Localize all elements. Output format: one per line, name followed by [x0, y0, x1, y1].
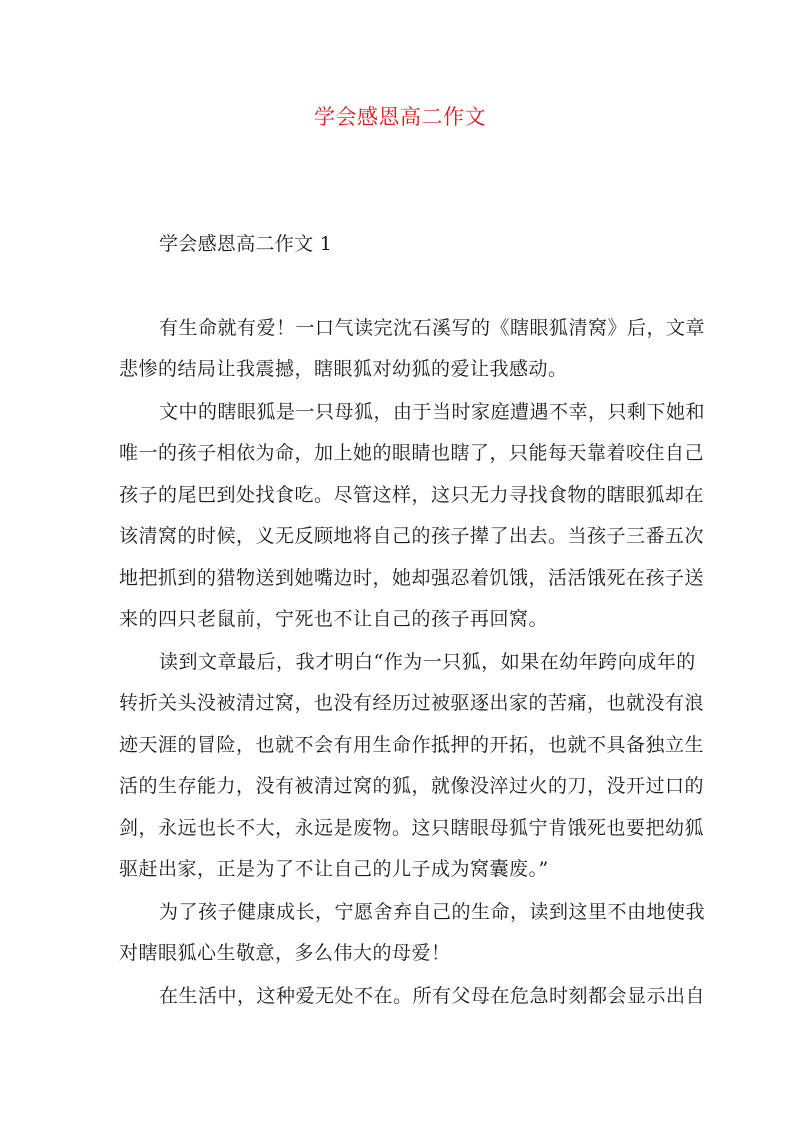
body-line: 有生命就有爱！一口气读完沈石溪写的《瞎眼狐清窝》后，文章 — [159, 317, 706, 339]
section-heading: 学会感恩高二作文 1 — [159, 233, 333, 255]
body-line: 在生活中，这种爱无处不在。所有父母在危急时刻都会显示出自 — [159, 985, 706, 1007]
body-line: 悲惨的结局让我震撼，瞎眼狐对幼狐的爱让我感动。 — [119, 358, 568, 380]
body-line: 地把抓到的猎物送到她嘴边时，她却强忍着饥饿，活活饿死在孩子送 — [119, 567, 705, 589]
body-line: 为了孩子健康成长，宁愿舍弃自己的生命，读到这里不由地使我 — [159, 901, 706, 923]
body-line: 驱赶出家，正是为了不让自己的儿子成为窝囊废。” — [119, 858, 549, 880]
body-line: 剑，永远也长不大，永远是废物。这只瞎眼母狐宁肯饿死也要把幼狐 — [119, 817, 705, 839]
document-title: 学会感恩高二作文 — [314, 105, 486, 129]
body-line: 迹天涯的冒险，也就不会有用生命作抵押的开拓，也就不具备独立生 — [119, 734, 705, 756]
body-line: 来的四只老鼠前，宁死也不让自己的孩子再回窝。 — [119, 608, 549, 630]
body-line: 转折关头没被清过窝，也没有经历过被驱逐出家的苦痛，也就没有浪 — [119, 692, 705, 714]
body-line: 唯一的孩子相依为命，加上她的眼睛也瞎了，只能每天靠着咬住自己 — [119, 442, 705, 464]
body-line: 该清窝的时候，义无反顾地将自己的孩子撵了出去。当孩子三番五次 — [119, 525, 705, 547]
body-line: 读到文章最后，我才明白“作为一只狐，如果在幼年跨向成年的 — [159, 651, 696, 673]
body-line: 孩子的尾巴到处找食吃。尽管这样，这只无力寻找食物的瞎眼狐却在 — [119, 484, 705, 506]
body-line: 活的生存能力，没有被清过窝的狐，就像没淬过火的刀，没开过口的 — [119, 775, 705, 797]
body-line: 文中的瞎眼狐是一只母狐，由于当时家庭遭遇不幸，只剩下她和 — [159, 401, 706, 423]
body-line: 对瞎眼狐心生敬意，多么伟大的母爱！ — [119, 942, 451, 964]
